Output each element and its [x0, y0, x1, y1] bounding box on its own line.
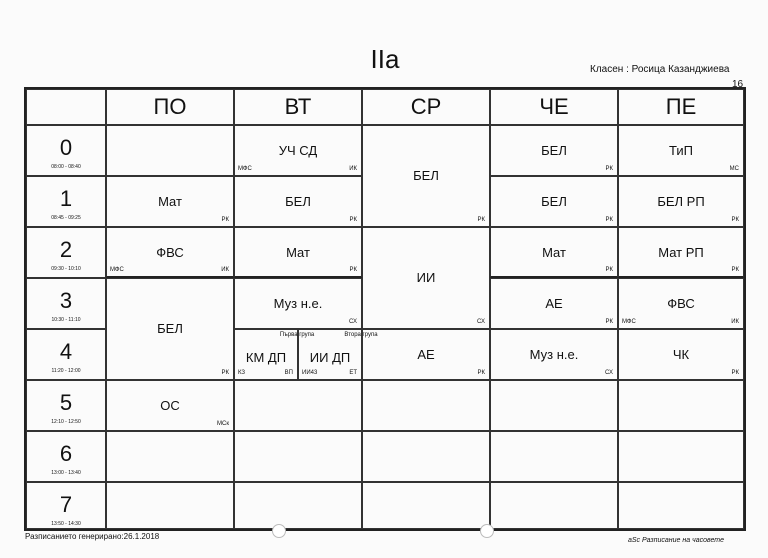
room: РК: [605, 319, 613, 325]
subject: БЕЛ РП: [657, 194, 705, 209]
period-time: 13:00 - 13:40: [51, 470, 81, 476]
subject: БЕЛ: [157, 321, 183, 336]
lesson-cell: [234, 278, 362, 329]
lesson-cell: [362, 227, 490, 329]
corner-cell: [26, 89, 106, 125]
lesson-cell: [490, 278, 618, 329]
room: РК: [605, 217, 613, 223]
empty-cell: [362, 482, 490, 529]
lesson-cell: [106, 380, 234, 431]
empty-cell: [362, 380, 490, 431]
lesson-cell: [618, 329, 744, 380]
page-number: 16: [732, 79, 744, 90]
group-label: Първа група: [279, 332, 315, 338]
subject: АЕ: [545, 296, 563, 311]
empty-cell: [618, 482, 744, 529]
period-number: 2: [59, 237, 73, 262]
period-row: [26, 278, 106, 329]
teacher-code: МФС: [622, 319, 636, 325]
subject: ТиП: [669, 143, 693, 158]
empty-cell: [618, 380, 744, 431]
period-number: 1: [59, 186, 73, 211]
period-number: 4: [59, 339, 73, 364]
period-time: 10:30 - 11:10: [51, 317, 81, 323]
room: РК: [605, 166, 613, 172]
empty-cell: [106, 482, 234, 529]
generated-date: Разписанието генерирано:26.1.2018: [25, 532, 160, 541]
teacher-code: МФС: [238, 166, 252, 172]
period-row: [26, 380, 106, 431]
period-number: 0: [59, 135, 73, 160]
empty-cell: [362, 431, 490, 482]
room: РК: [605, 267, 613, 273]
subject: Мат: [542, 245, 566, 260]
room: РК: [477, 217, 485, 223]
day-header-tue: ВТ: [234, 89, 362, 125]
subject: БЕЛ: [541, 194, 567, 209]
subject: ОС: [160, 398, 180, 413]
lesson-cell: [618, 125, 744, 176]
lesson-cell: [362, 125, 490, 227]
period-row: [26, 482, 106, 529]
lesson-cell: [490, 227, 618, 278]
room: РК: [349, 267, 357, 273]
subject: ИИ ДП: [309, 350, 351, 365]
empty-cell: [234, 482, 362, 529]
subject: Мат: [286, 245, 310, 260]
subject: ИИ: [416, 270, 436, 285]
subject: Мат: [158, 194, 182, 209]
group-lesson-cell: [298, 329, 378, 380]
lesson-cell: [106, 278, 234, 380]
period-row: [26, 227, 106, 278]
period-number: 5: [59, 390, 73, 415]
period-row: [26, 125, 106, 176]
room: РК: [731, 217, 739, 223]
timetable-grid: [24, 87, 746, 531]
group-label: Втора група: [344, 332, 378, 338]
empty-cell: [490, 482, 618, 529]
subject: ФВС: [156, 245, 184, 260]
subject: КМ ДП: [245, 350, 287, 365]
period-row: [26, 431, 106, 482]
lesson-cell: [106, 227, 234, 278]
day-header-mon: ПО: [106, 89, 234, 125]
lesson-cell: [618, 278, 744, 329]
subject: БЕЛ: [541, 143, 567, 158]
room: СХ: [477, 319, 485, 325]
empty-cell: [234, 380, 362, 431]
room: ЕТ: [349, 370, 357, 376]
subject: ФВС: [667, 296, 695, 311]
empty-cell: [490, 431, 618, 482]
period-number: 6: [59, 441, 73, 466]
room: ВП: [284, 370, 293, 376]
room: РК: [731, 267, 739, 273]
empty-cell: [234, 431, 362, 482]
punch-hole: [272, 524, 286, 538]
lesson-cell: [490, 329, 618, 380]
subject: БЕЛ: [413, 168, 439, 183]
period-number: 3: [59, 288, 73, 313]
room: РК: [477, 370, 485, 376]
room: ИК: [221, 267, 229, 273]
lesson-cell: [106, 176, 234, 227]
period-time: 12:10 - 12:50: [51, 419, 81, 425]
teacher-code: ИИ43: [302, 370, 318, 376]
lesson-cell: [490, 176, 618, 227]
room: МСк: [217, 421, 229, 427]
room: ИК: [731, 319, 739, 325]
room: ИК: [349, 166, 357, 172]
period-row: [26, 176, 106, 227]
period-row: [26, 329, 106, 380]
subject: ЧК: [672, 347, 690, 362]
room: РК: [221, 217, 229, 223]
period-time: 11:20 - 12:00: [51, 368, 81, 374]
empty-cell: [106, 431, 234, 482]
period-time: 13:50 - 14:30: [51, 521, 81, 527]
period-time: 08:00 - 08:40: [51, 164, 81, 170]
lesson-cell: [234, 176, 362, 227]
day-header-thu: ЧЕ: [490, 89, 618, 125]
teacher-code: МФС: [110, 267, 124, 273]
punch-hole: [480, 524, 494, 538]
lesson-cell: [234, 227, 362, 278]
software-credit: aSc Разписание на часовете: [628, 537, 725, 544]
room: РК: [731, 370, 739, 376]
day-header-fri: ПЕ: [618, 89, 744, 125]
empty-cell: [106, 125, 234, 176]
subject: УЧ СД: [278, 143, 318, 158]
lesson-cell: [234, 125, 362, 176]
lesson-cell: [618, 227, 744, 278]
subject: Муз н.е.: [529, 347, 579, 362]
class-teacher: Класен : Росица Казанджиева: [590, 64, 730, 75]
empty-cell: [618, 431, 744, 482]
subject: АЕ: [417, 347, 435, 362]
room: РК: [221, 370, 229, 376]
lesson-cell: [618, 176, 744, 227]
subject: Муз н.е.: [273, 296, 323, 311]
period-number: 7: [59, 492, 73, 517]
room: СХ: [605, 370, 613, 376]
teacher-code: КЗ: [238, 370, 246, 376]
room: СХ: [349, 319, 357, 325]
subject: БЕЛ: [285, 194, 311, 209]
lesson-cell: [490, 125, 618, 176]
day-header-wed: СР: [362, 89, 490, 125]
subject: Мат РП: [658, 245, 704, 260]
empty-cell: [490, 380, 618, 431]
period-time: 09:30 - 10:10: [51, 266, 81, 272]
lesson-cell: [362, 329, 490, 380]
room: РК: [349, 217, 357, 223]
class-title: IIa: [370, 44, 400, 74]
room: МС: [729, 166, 739, 172]
period-time: 08:45 - 09:25: [51, 215, 81, 221]
